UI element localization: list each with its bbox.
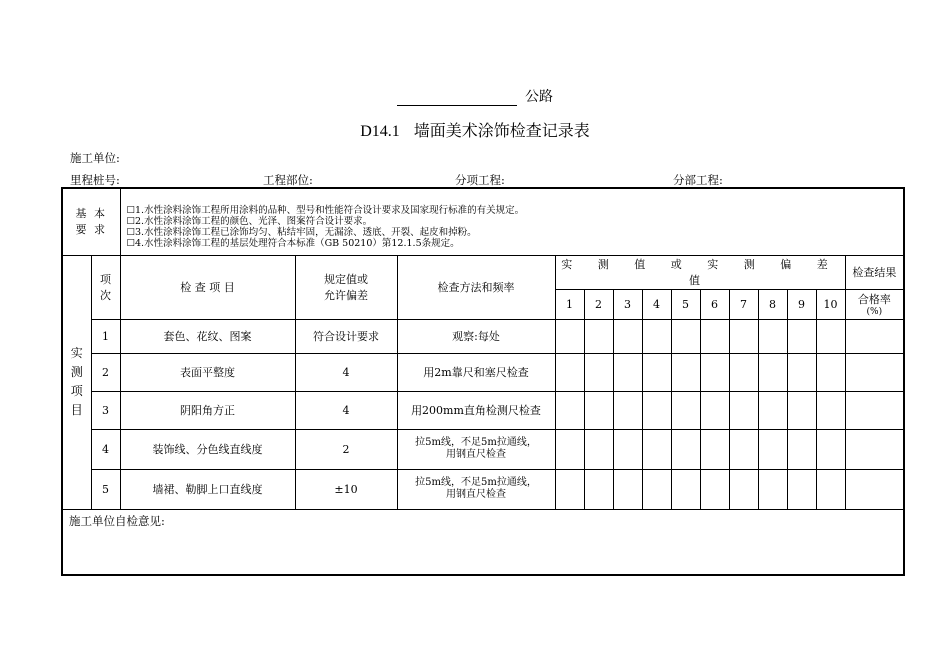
row-method: 拉5m线，不足5m拉通线， 用钢直尺检查 [397,469,555,509]
construction-unit-label: 施工单位: [70,151,120,165]
row-spec: 2 [295,429,397,469]
row-method: 观察:每处 [397,319,555,353]
pass-rate-header: 合格率 (%) [845,289,904,319]
value-cell[interactable] [555,469,584,509]
mileage-label: 里程桩号: [70,173,120,187]
table-row [62,469,904,509]
value-cell[interactable] [642,429,671,469]
value-cell[interactable] [642,353,671,391]
value-cell[interactable] [816,353,845,391]
road-header [0,86,950,106]
value-cell[interactable] [787,429,816,469]
value-cell[interactable] [729,319,758,353]
table-row [62,353,904,391]
value-cell[interactable] [584,353,613,391]
value-cell[interactable] [642,469,671,509]
value-cell[interactable] [555,353,584,391]
value-cell[interactable] [787,391,816,429]
value-cell[interactable] [729,353,758,391]
value-cell[interactable] [758,353,787,391]
table-row [62,391,904,429]
value-cell[interactable] [671,353,700,391]
form-code: D14.1 [360,123,400,140]
row-seq: 2 [91,353,120,391]
measured-values-header: 实 测 值 或 实 测 偏 差 值 [555,255,845,289]
value-cell[interactable] [816,391,845,429]
value-cell[interactable] [584,469,613,509]
measured-items-side-label: 实 测 项 目 [62,255,91,509]
row-spec: 4 [295,353,397,391]
measure-col-8: 8 [758,289,787,319]
measure-col-4: 4 [642,289,671,319]
table-row [62,429,904,469]
self-check-opinion[interactable] [62,509,904,575]
row-seq: 1 [91,319,120,353]
value-cell[interactable] [671,469,700,509]
value-cell[interactable] [758,429,787,469]
page-title [0,118,950,141]
pass-rate-cell[interactable] [845,469,904,509]
row-item: 墙裙、勒脚上口直线度 [120,469,295,509]
measure-col-10: 10 [816,289,845,319]
value-cell[interactable] [816,469,845,509]
measure-col-2: 2 [584,289,613,319]
header-row-1 [62,255,904,289]
measure-col-7: 7 [729,289,758,319]
value-cell[interactable] [700,469,729,509]
pass-rate-cell[interactable] [845,319,904,353]
requirement-item[interactable]: ☐1.水性涂料涂饰工程所用涂料的品种、型号和性能符合设计要求及国家现行标准的有关规定。 [126,204,525,216]
value-cell[interactable] [584,319,613,353]
basic-requirements-row [62,188,904,255]
value-cell[interactable] [816,319,845,353]
measure-col-5: 5 [671,289,700,319]
value-cell[interactable] [613,391,642,429]
row-item: 阴阳角方正 [120,391,295,429]
requirements-list [120,188,904,255]
value-cell[interactable] [758,319,787,353]
row-spec: 符合设计要求 [295,319,397,353]
division-label: 分部工程: [673,173,723,187]
value-cell[interactable] [758,469,787,509]
road-suffix: 公路 [525,89,553,105]
measure-col-6: 6 [700,289,729,319]
requirement-item[interactable]: ☐3.水性涂料涂饰工程已涂饰均匀、粘结牢固，无漏涂、透底、开裂、起皮和掉粉。 [126,226,477,238]
requirement-item[interactable]: ☐4.水性涂料涂饰工程的基层处理符合本标准（GB 50210）第12.1.5条规定。 [126,237,460,249]
row-seq: 3 [91,391,120,429]
value-cell[interactable] [642,319,671,353]
item-header: 检 查 项 目 [120,255,295,319]
value-cell[interactable] [555,429,584,469]
value-cell[interactable] [642,391,671,429]
value-cell[interactable] [584,429,613,469]
value-cell[interactable] [584,391,613,429]
value-cell[interactable] [729,391,758,429]
value-cell[interactable] [700,353,729,391]
value-cell[interactable] [671,319,700,353]
pass-rate-cell[interactable] [845,353,904,391]
value-cell[interactable] [555,391,584,429]
inspection-table [61,187,905,576]
row-method: 拉5m线，不足5m拉通线， 用钢直尺检查 [397,429,555,469]
value-cell[interactable] [671,391,700,429]
seq-header: 项 次 [91,255,120,319]
value-cell[interactable] [816,429,845,469]
value-cell[interactable] [787,353,816,391]
value-cell[interactable] [613,319,642,353]
value-cell[interactable] [729,469,758,509]
value-cell[interactable] [671,429,700,469]
value-cell[interactable] [613,429,642,469]
row-item: 套色、花纹、图案 [120,319,295,353]
spec-header: 规定值或 允许偏差 [295,255,397,319]
value-cell[interactable] [613,469,642,509]
road-name-blank[interactable] [397,91,517,106]
project-part-label: 工程部位: [263,173,313,187]
basic-requirements-label: 基 本 要 求 [62,188,120,255]
requirement-item[interactable]: ☐2.水性涂料涂饰工程的颜色、光泽、图案符合设计要求。 [126,215,373,227]
value-cell[interactable] [555,319,584,353]
method-header: 检查方法和频率 [397,255,555,319]
measure-col-9: 9 [787,289,816,319]
measure-col-3: 3 [613,289,642,319]
row-method: 用2m靠尺和塞尺检查 [397,353,555,391]
row-method: 用200mm直角检测尺检查 [397,391,555,429]
self-check-row [62,509,904,575]
row-seq: 5 [91,469,120,509]
pass-rate-cell[interactable] [845,429,904,469]
row-seq: 4 [91,429,120,469]
form-title: 墙面美术涂饰检查记录表 [413,121,590,140]
value-cell[interactable] [758,391,787,429]
value-cell[interactable] [700,429,729,469]
self-check-label: 施工单位自检意见: [69,513,165,528]
row-spec: 4 [295,391,397,429]
measure-col-1: 1 [555,289,584,319]
value-cell[interactable] [729,429,758,469]
value-cell[interactable] [787,319,816,353]
row-item: 装饰线、分色线直线度 [120,429,295,469]
value-cell[interactable] [700,319,729,353]
sub-item-label: 分项工程: [455,173,505,187]
table-row [62,319,904,353]
value-cell[interactable] [613,353,642,391]
row-spec: ±10 [295,469,397,509]
pass-rate-cell[interactable] [845,391,904,429]
row-item: 表面平整度 [120,353,295,391]
value-cell[interactable] [787,469,816,509]
result-header: 检查结果 [845,255,904,289]
value-cell[interactable] [700,391,729,429]
